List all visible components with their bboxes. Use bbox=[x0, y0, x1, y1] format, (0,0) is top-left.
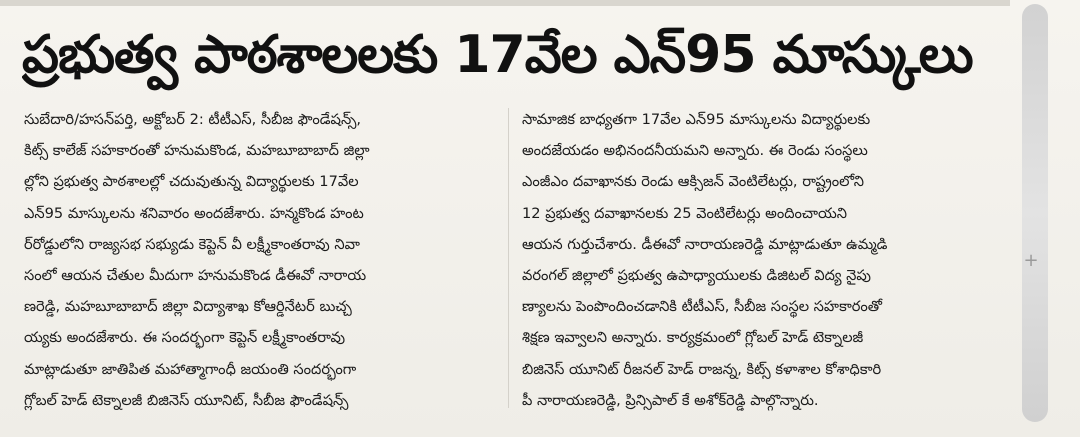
plus-icon[interactable]: + bbox=[1023, 250, 1039, 271]
body-line: ణరెడ్డి, మహబూబాబాద్ జిల్లా విద్యాశాఖ కోఆర్డినేటర్ బుచ్చ bbox=[24, 298, 352, 316]
article-headline: ప్రభుత్వ పాఠశాలలకు 17వేల ఎన్95 మాస్కులు bbox=[22, 25, 973, 85]
body-line: ఆయన గుర్తుచేశారు. డీఈవో నారాయణరెడ్డి మాట్లాడుతూ ఉమ్మడి bbox=[522, 235, 888, 253]
body-line: య్యకు అందజేశారు. ఈ సందర్భంగా కెప్టెన్ లక్ష్మీకాంతరావు bbox=[24, 329, 346, 347]
body-line: సంలో ఆయన చేతుల మీదుగా హనుమకొండ డీఈవో నారాయ bbox=[24, 266, 367, 284]
body-line: 12 ప్రభుత్వ దవాఖానలకు 25 వెంటిలేటర్లు అందించాయని bbox=[522, 204, 848, 222]
article-column-right bbox=[522, 104, 992, 416]
body-line: ర్‌రోడ్డులోని రాజ్యసభ సభ్యుడు కెప్టెన్ వీ లక్ష్మీకాంతరావు నివా bbox=[24, 235, 360, 253]
body-line: ఎంజీఎం దవాఖానకు రెండు ఆక్సిజన్ వెంటిలేటర్లు, రాష్ట్రంలోని bbox=[522, 173, 865, 191]
body-line: మాట్లాడుతూ జాతిపిత మహాత్మాగాంధీ జయంతి సందర్భంగా bbox=[24, 360, 357, 378]
article-column-left bbox=[24, 104, 502, 416]
top-rule bbox=[0, 0, 1010, 6]
body-line: శిక్షణ ఇవ్వాలని అన్నారు. కార్యక్రమంలో గ్లోబల్ హెడ్ టెక్నాలజీ bbox=[522, 329, 864, 347]
body-line: సుబేదారి/హసన్‌పర్తి, అక్టోబర్ 2: టీటీఎస్, సీబీజ ఫౌండేషన్స్, bbox=[24, 111, 362, 128]
body-line: ణ్యాలను పెంపొందించడానికి టీటీఎస్, సీబీజ సంస్థల సహకారంతో bbox=[522, 298, 883, 316]
body-line: గ్లోబల్ హెడ్ టెక్నాలజీ బిజినెస్ యూనిట్, సీబీజ ఫౌండేషన్స్ bbox=[24, 391, 349, 409]
body-line: ల్లోని ప్రభుత్వ పాఠశాలల్లో చదువుతున్న విద్యార్థులకు 17వేల bbox=[24, 173, 359, 191]
body-line: అందజేయడం అభినందనీయమని అన్నారు. ఈ రెండు సంస్థలు bbox=[522, 142, 868, 160]
body-line: పీ నారాయణరెడ్డి, ప్రిన్సిపాల్ కే అశోక్‌రెడ్డి పాల్గొన్నారు. bbox=[522, 391, 819, 409]
scrollbar-thumb[interactable] bbox=[1022, 4, 1048, 422]
body-line: బిజినెస్ యూనిట్ రీజనల్ హెడ్ రాజన్న, కిట్స్ కళాశాల కోశాధికారి bbox=[522, 360, 882, 378]
body-line: కిట్స్ కాలేజ్ సహకారంతో హనుమకొండ, మహబూబాబాద్ జిల్లా bbox=[24, 142, 370, 160]
vertical-scrollbar[interactable] bbox=[1014, 0, 1054, 437]
body-line: వరంగల్ జిల్లాలో ప్రభుత్వ ఉపాధ్యాయులకు డిజిటల్ విద్య నైపు bbox=[522, 266, 871, 284]
body-line: ఎన్95 మాస్కులను శనివారం అందజేశారు. హన్మకొండ హంట bbox=[24, 204, 364, 222]
body-line: సామాజిక బాధ్యతగా 17వేల ఎన్95 మాస్కులను విద్యార్థులకు bbox=[522, 111, 871, 128]
column-divider bbox=[508, 108, 509, 408]
